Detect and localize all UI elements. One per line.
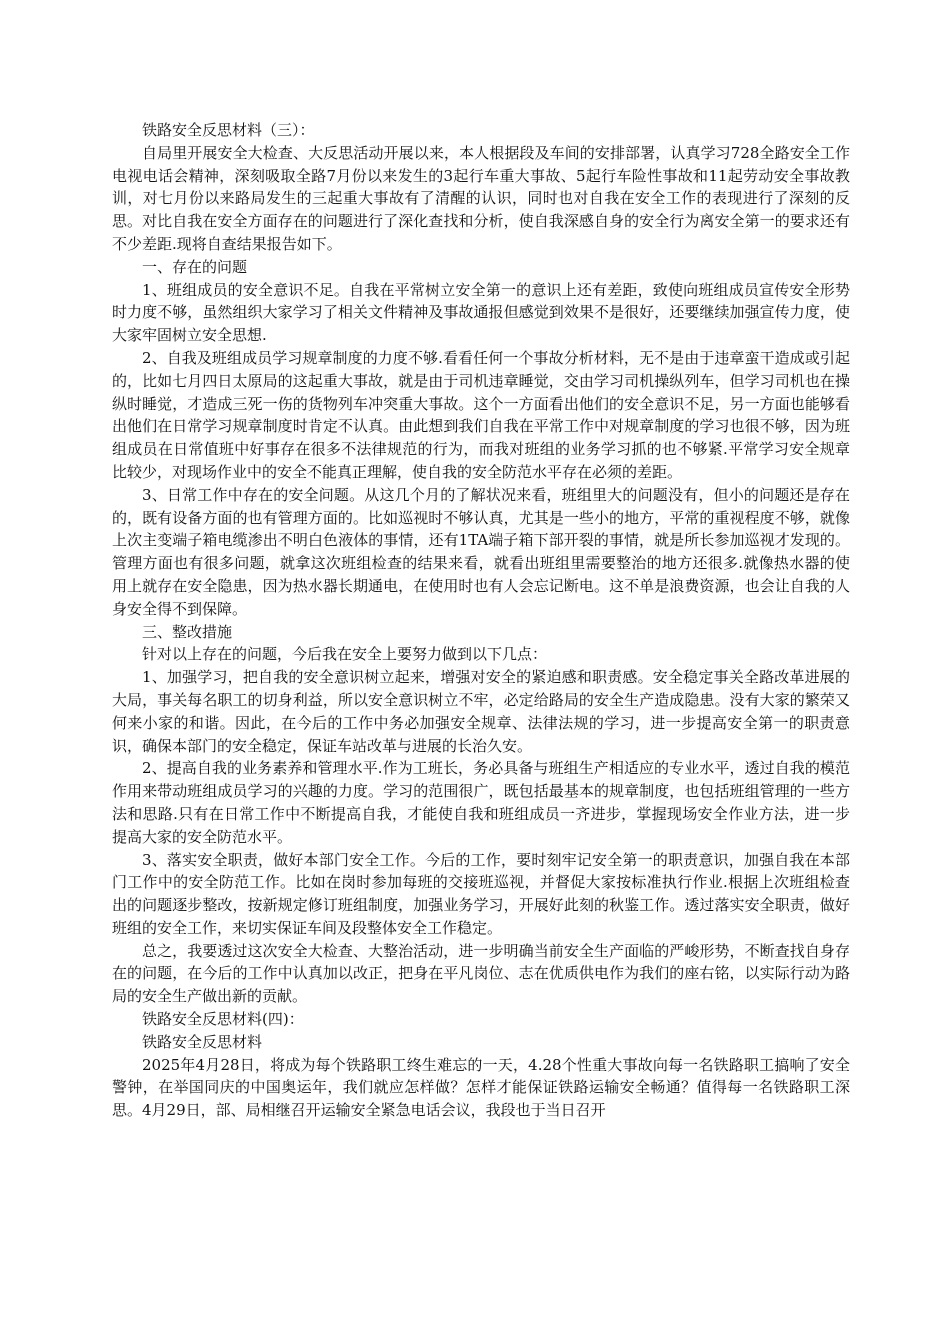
problem-1-paragraph: 1、班组成员的安全意识不足。自我在平常树立安全第一的意识上还有差距，致使向班组成员宣传安全形势时力度不够，虽然组织大家学习了相关文件精神及事故通报但感觉到效果不是很好，还要继续加强宣传力度，使大家牢固树立安全思想. — [112, 280, 850, 345]
problem-3-paragraph: 3、日常工作中存在的安全问题。从这几个月的了解状况来看，班组里大的问题没有，但小的问题还是存在的，既有设备方面的也有管理方面的。比如巡视时不够认真，尤其是一些小的地方，平常的重视程度不够，就像上次主变端子箱电缆渗出不明白色液体的事情，还有1TA端子箱下部开裂的事情，就是所长参加巡视才发现的。管理方面也有很多问题，就拿这次班组检查的结果来看，就看出班组里需要整治的地方还很多.就像热水器的使用上就存在安全隐患，因为热水器长期通电，在使用时也有人会忘记断电。这不单是浪费资源，也会让自我的人身安全得不到保障。 — [112, 485, 850, 618]
section-title-4: 铁路安全反思材料(四)： — [142, 1010, 304, 1029]
intro-paragraph: 自局里开展安全大检查、大反思活动开展以来，本人根据段及车间的安排部署，认真学习728全路安全工作电视电话会精神，深刻吸取全路7月份以来发生的3起行车重大事故、5起行车险性事故和11起劳动安全事故教训，对七月份以来路局发生的三起重大事故有了清醒的认识，同时也对自我在安全工作的表现进行了深刻的反思。对比自我在安全方面存在的问题进行了深化查找和分析，使自我深感自身的安全行为离安全第一的要求还有不少差距.现将自查结果报告如下。 — [112, 143, 850, 253]
conclusion-paragraph: 总之，我要透过这次安全大检查、大整治活动，进一步明确当前安全生产面临的严峻形势，不断查找自身存在的问题，在今后的工作中认真加以改正，把身在平凡岗位、志在优质供电作为我们的座右铭，以实际行动为路局的安全生产做出新的贡献。 — [112, 941, 850, 1006]
measure-1-paragraph: 1、加强学习，把自我的安全意识树立起来，增强对安全的紧迫感和职责感。安全稳定事关全路改革进展的大局，事关每名职工的切身利益，所以安全意识树立不牢，必定给路局的安全生产造成隐患。没有大家的繁荣又何来小家的和谐。因此，在今后的工作中务必加强安全规章、法律法规的学习，进一步提高安全第一的职责意识，确保本部门的安全稳定，保证车站改革与进展的长治久安。 — [112, 668, 850, 755]
subtitle: 铁路安全反思材料 — [142, 1032, 263, 1051]
section-4-paragraph: 2025年4月28日，将成为每个铁路职工终生难忘的一天，4.28个性重大事故向每一名铁路职工搞响了安全警钟，在举国同庆的中国奥运年，我们就应怎样做？怎样才能保证铁路运输安全畅通？值得每一名铁路职工深思。4月29日，部、局相继召开运输安全紧急电话会议，我段也于当日召开 — [112, 1055, 850, 1120]
document-body — [112, 119, 850, 1122]
heading-measures: 三、整改措施 — [142, 622, 233, 641]
measures-intro-paragraph: 针对以上存在的问题，今后我在安全上要努力做到以下几点： — [142, 645, 548, 664]
section-title-3: 铁路安全反思材料（三）： — [142, 121, 315, 139]
heading-problems: 一、存在的问题 — [142, 257, 248, 276]
measure-2-paragraph: 2、提高自我的业务素养和管理水平.作为工班长，务必具备与班组生产相适应的专业水平，透过自我的模范作用来带动班组成员学习的兴趣的力度。学习的范围很广，既包括最基本的规章制度，也包括班组管理的一些方法和思路.只有在日常工作中不断提高自我，才能使自我和班组成员一齐进步，掌握现场安全作业方法，进一步提高大家的安全防范水平。 — [112, 759, 850, 846]
measure-3-paragraph: 3、落实安全职责，做好本部门安全工作。今后的工作，要时刻牢记安全第一的职责意识，加强自我在本部门工作中的安全防范工作。比如在岗时参加每班的交接班巡视，并督促大家按标准执行作业.根据上次班组检查出的问题逐步整改，按新规定修订班组制度，加强业务学习，开展好此刻的秋鉴工作。透过落实安全职责，做好班组的安全工作，来切实保证车间及段整体安全工作稳定。 — [112, 850, 850, 937]
problem-2-paragraph: 2、自我及班组成员学习规章制度的力度不够.看看任何一个事故分析材料，无不是由于违章蛮干造成或引起的，比如七月四日太原局的这起重大事故，就是由于司机违章睡觉，交由学习司机操纵列车，但学习司机也在操纵时睡觉，才造成三死一伤的货物列车冲突重大事故。这个一方面看出他们的安全意识不足，另一方面也能够看出他们在日常学习规章制度时肯定不认真。由此想到我们自我在平常工作中对规章制度的学习也很不够，因为班组成员在日常值班中好事存在很多不法律规范的行为，而我对班组的业务学习抓的也不够紧.平常学习安全规章比较少，对现场作业中的安全不能真正理解，使自我的安全防范水平存在必须的差距。 — [112, 348, 850, 481]
